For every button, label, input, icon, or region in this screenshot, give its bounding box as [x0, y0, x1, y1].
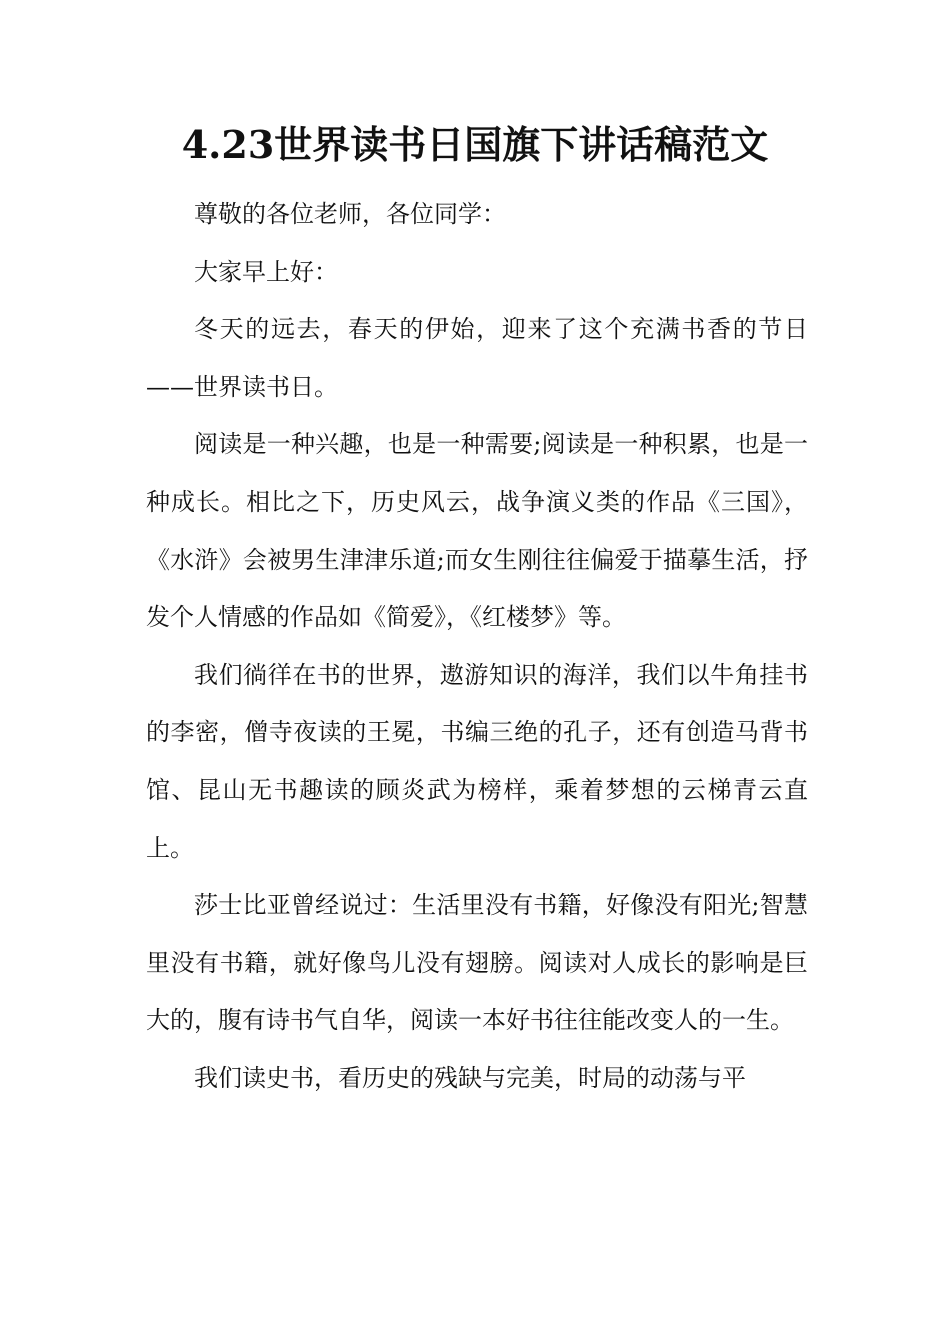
document-title: 4.23世界读书日国旗下讲话稿范文 [181, 122, 769, 167]
paragraph-morning: 大家早上好： [194, 257, 338, 286]
paragraph-history: 我们读史书，看历史的残缺与完美，时局的动荡与平 [194, 1063, 746, 1092]
paragraph-intro: 冬天的远去，春天的伊始，迎来了这个充满书香的节日——世界读书日。 [146, 315, 808, 401]
document-body [146, 186, 808, 1108]
paragraph-greeting: 尊敬的各位老师，各位同学： [194, 200, 506, 228]
paragraph-reading: 阅读是一种兴趣，也是一种需要;阅读是一种积累，也是一种成长。相比之下，历史风云，战争演义类的作品《三国》，《水浒》会被男生津津乐道;而女生刚往往偏爱于描摹生活，抒发个人情感的作品如《简爱》，《红楼梦》等。 [146, 430, 808, 632]
paragraph-role-models: 我们徜徉在书的世界，遨游知识的海洋，我们以牛角挂书的李密，僧寺夜读的王冕，书编三绝的孔子，还有创造马背书馆、昆山无书趣读的顾炎武为榜样，乘着梦想的云梯青云直上。 [146, 660, 808, 862]
paragraph-shakespeare: 莎士比亚曾经说过：生活里没有书籍，好像没有阳光;智慧里没有书籍，就好像鸟儿没有翅膀。阅读对人成长的影响是巨大的，腹有诗书气自华，阅读一本好书往往能改变人的一生。 [146, 891, 808, 1035]
